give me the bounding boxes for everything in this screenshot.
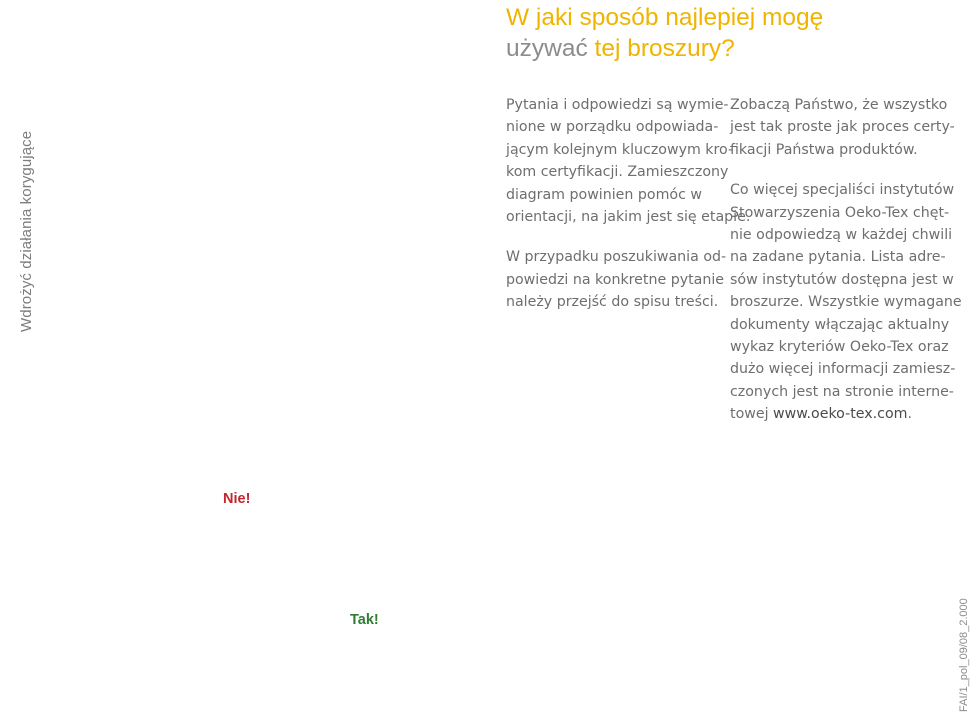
- title-line-2-emphasis: używać: [506, 35, 588, 62]
- link-prefix: towej: [730, 406, 774, 423]
- text-line: Co więcej specjaliści instytutów: [730, 182, 955, 199]
- text-line: sów instytutów dostępna jest w: [730, 271, 954, 288]
- text-line: powiedzi na konkretne pytanie: [506, 271, 725, 288]
- text-line: W przypadku poszukiwania od-: [506, 249, 727, 266]
- title-line-1: W jaki sposób najlepiej mogę: [506, 4, 824, 31]
- text-line: nie odpowiedzą w każdej chwili: [730, 227, 953, 244]
- text-line: dokumenty włączając aktualny: [730, 316, 950, 333]
- right-paragraph-1: [730, 94, 955, 161]
- text-line: kom certyfikacji. Zamieszczony: [506, 164, 729, 181]
- text-line: Pytania i odpowiedzi są wymie-: [506, 97, 729, 113]
- text-line: Zobaczą Państwo, że wszystko: [730, 97, 948, 113]
- diagram-label-no: Nie!: [223, 491, 251, 507]
- text-line: wykaz kryteriów Oeko-Tex oraz: [730, 339, 949, 356]
- title-line-2: [506, 33, 823, 64]
- page-title: [506, 2, 823, 64]
- right-paragraph-2: [730, 179, 962, 425]
- text-line: należy przejść do spisu treści.: [506, 294, 719, 311]
- right-text-column: [730, 94, 962, 444]
- text-line: broszurze. Wszystkie wymagane: [730, 294, 962, 311]
- text-line: jest tak proste jak proces certy-: [730, 119, 955, 136]
- text-line: Stowarzyszenia Oeko-Tex chęt-: [730, 204, 950, 221]
- left-paragraph-1: [506, 94, 751, 228]
- text-line: diagram powinien pomóc w: [506, 186, 702, 203]
- title-line-2-rest: tej broszury?: [587, 35, 735, 62]
- text-line: czonych jest na stronie interne-: [730, 383, 954, 400]
- left-paragraph-2: [506, 246, 727, 313]
- oeko-tex-website-link[interactable]: www.oeko-tex.com: [773, 406, 908, 423]
- diagram-label-yes: Tak!: [350, 612, 379, 628]
- text-line: dużo więcej informacji zamiesz-: [730, 361, 956, 378]
- text-line: fikacji Państwa produktów.: [730, 141, 918, 158]
- text-line-with-link: [730, 403, 940, 425]
- link-suffix: .: [907, 406, 912, 423]
- document-code: FAI/1_pol_09/08_2.000: [958, 598, 970, 712]
- side-section-label: Wdrożyć działania korygujące: [18, 130, 35, 332]
- text-line: jącym kolejnym kluczowym kro-: [506, 141, 734, 158]
- text-line: na zadane pytania. Lista adre-: [730, 249, 946, 266]
- text-line: orientacji, na jakim jest się etapie.: [506, 209, 751, 226]
- text-line: nione w porządku odpowiada-: [506, 119, 719, 136]
- left-text-column: [506, 94, 751, 332]
